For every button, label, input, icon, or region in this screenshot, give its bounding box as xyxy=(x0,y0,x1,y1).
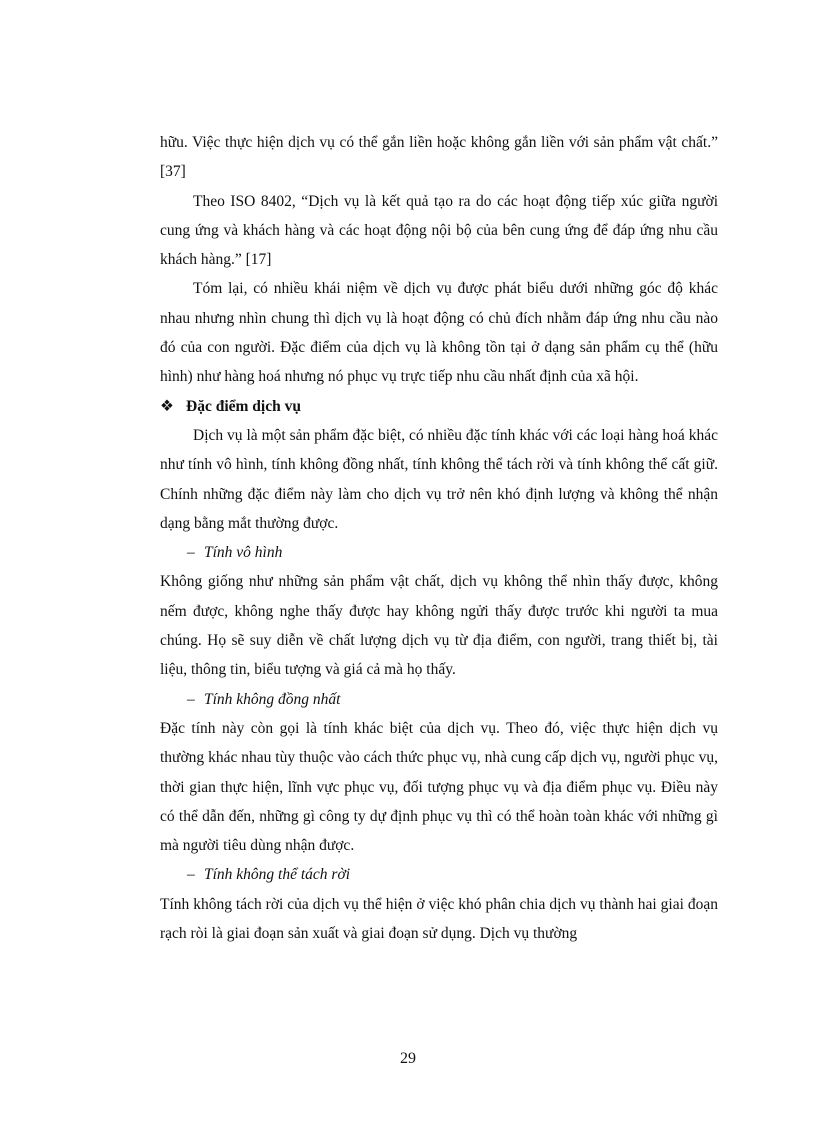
dash-bullet-icon: – xyxy=(187,866,195,884)
paragraph-continuation: hữu. Việc thực hiện dịch vụ có thể gắn liền hoặc không gắn liền với sản phẩm vật chất.” [37] xyxy=(160,134,718,181)
body-text xyxy=(160,128,718,948)
paragraph-section-intro: Dịch vụ là một sản phẩm đặc biệt, có nhiều đặc tính khác với các loại hàng hoá khác như tính vô hình, tính không đồng nhất, tính không thể tách rời và tính không thể cất giữ. Chính những đặc điểm này làm cho dịch vụ trở nên khó định lượng và không thể nhận dạng bằng mắt thường được. xyxy=(160,426,718,532)
dash-bullet-icon: – xyxy=(187,690,195,708)
subheading-heterogeneity xyxy=(160,685,718,714)
subheading-title: Tính không đồng nhất xyxy=(204,690,341,708)
subheading-inseparability xyxy=(160,860,718,889)
paragraph-intangibility: Không giống như những sản phẩm vật chất, dịch vụ không thể nhìn thấy được, không nếm được, không nghe thấy được hay không ngửi thấy được trước khi người ta mua chúng. Họ sẽ suy diễn về chất lượng dịch vụ từ địa điểm, con người, trang thiết bị, tài liệu, thông tin, biểu tượng và giá cả mà họ thấy. xyxy=(160,573,718,679)
paragraph-summary: Tóm lại, có nhiều khái niệm về dịch vụ được phát biểu dưới những góc độ khác nhau nhưng nhìn chung thì dịch vụ là hoạt động có chủ đích nhằm đáp ứng nhu cầu nào đó của con người. Đặc điểm của dịch vụ là không tồn tại ở dạng sản phẩm cụ thể (hữu hình) như hàng hoá nhưng nó phục vụ trực tiếp nhu cầu nhất định của xã hội. xyxy=(160,280,718,386)
dash-bullet-icon: – xyxy=(187,544,195,562)
page-number: 29 xyxy=(400,1050,416,1067)
paragraph-iso-definition: Theo ISO 8402, “Dịch vụ là kết quả tạo ra do các hoạt động tiếp xúc giữa người cung ứng và khách hàng và các hoạt động nội bộ của bên cung ứng để đáp ứng nhu cầu khách hàng.” [17] xyxy=(160,192,718,269)
subheading-title: Tính không thể tách rời xyxy=(204,866,351,884)
diamond-bullet-icon: ❖ xyxy=(160,397,174,415)
section-heading-title: Đặc điểm dịch vụ xyxy=(186,397,301,415)
section-heading xyxy=(160,392,718,421)
subheading-title: Tính vô hình xyxy=(204,544,283,562)
paragraph-inseparability: Tính không tách rời của dịch vụ thể hiện ở việc khó phân chia dịch vụ thành hai giai đoạn rạch ròi là giai đoạn sản xuất và giai đoạn sử dụng. Dịch vụ thường xyxy=(160,895,718,943)
subheading-intangibility xyxy=(160,538,718,567)
paragraph-heterogeneity: Đặc tính này còn gọi là tính khác biệt của dịch vụ. Theo đó, việc thực hiện dịch vụ thường khác nhau tùy thuộc vào cách thức phục vụ, nhà cung cấp dịch vụ, người phục vụ, thời gian thực hiện, lĩnh vực phục vụ, đối tượng phục vụ và địa điểm phục vụ. Điều này có thể dẫn đến, những gì công ty dự định phục vụ thì có thể hoàn toàn khác với những gì mà người tiêu dùng nhận được. xyxy=(160,719,718,855)
